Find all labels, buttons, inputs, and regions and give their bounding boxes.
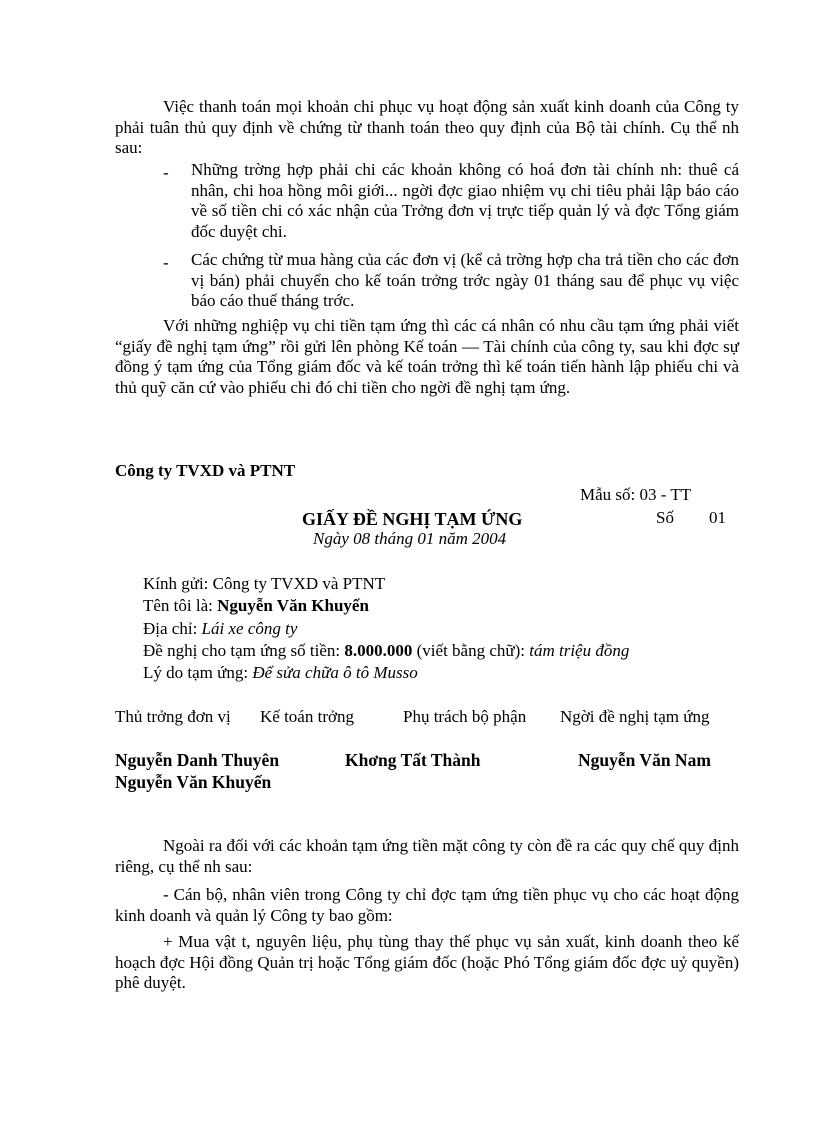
outro-paragraph-1: Ngoài ra đối với các khoản tạm ứng tiền mặt công ty còn đề ra các quy chế quy định riêng, cụ thể nh sau:	[115, 836, 739, 876]
signature-name-chief-accountant: Khơng Tất Thành	[345, 750, 481, 770]
field-address	[143, 619, 297, 639]
outro-paragraph-3: + Mua vật t, nguyên liệu, phụ tùng thay thế phục vụ sản xuất, kinh doanh theo kế hoạch đợc Hội đồng Quản trị hoặc Tổng giám đốc (hoặc Phó Tổng giám đốc đợc uỷ quyền) phê duyệt.	[115, 932, 739, 992]
company-name: Công ty TVXD và PTNT	[115, 461, 296, 480]
field-address-label: Địa chỉ:	[143, 619, 202, 638]
field-to-label: Kính gửi:	[143, 574, 213, 593]
intro-bullet-1: Những trờng hợp phải chi các khoản không có hoá đơn tài chính nh: thuê cá nhân, chi hoa hồng môi giới... ngời đợc giao nhiệm vụ chi tiêu phải lập báo cáo về số tiền chi có xác nhận của Trởng đơn vị trực tiếp quản lý và đợc Tổng giám đốc duyệt chi.	[191, 160, 739, 241]
signature-role-requester: Ngời đề nghị tạm ứng	[560, 707, 710, 726]
field-reason-label: Lý do tạm ứng:	[143, 663, 253, 682]
field-amount-label: Đề nghị cho tạm ứng số tiền:	[143, 641, 345, 660]
form-number: 01	[709, 508, 726, 527]
field-amount-words-label: (viết bằng chữ):	[412, 641, 530, 660]
field-reason-value: Để sửa chữa ô tô Musso	[252, 663, 418, 682]
field-name	[143, 596, 369, 616]
signature-role-director: Thủ trởng đơn vị	[115, 707, 231, 726]
signature-role-department-head: Phụ trách bộ phận	[403, 707, 527, 726]
field-amount-words-value: tám triệu đồng	[529, 641, 630, 660]
field-address-value: Lái xe công ty	[201, 619, 298, 638]
signature-role-chief-accountant: Kế toán trởng	[260, 707, 354, 726]
signature-name-department-head: Nguyễn Văn Nam	[578, 750, 711, 770]
form-number-label: Số	[656, 508, 674, 527]
form-title: GIẤY ĐỀ NGHỊ TẠM ỨNG	[302, 509, 523, 529]
field-name-label: Tên tôi là:	[143, 596, 218, 615]
outro-paragraph-2: - Cán bộ, nhân viên trong Công ty chỉ đợc tạm ứng tiền phục vụ cho các hoạt động kinh doanh và quản lý Công ty bao gồm:	[115, 885, 739, 925]
field-reason	[143, 663, 418, 683]
field-name-value: Nguyễn Văn Khuyến	[217, 596, 369, 615]
form-date: Ngày 08 tháng 01 năm 2004	[313, 529, 507, 548]
field-amount	[143, 641, 629, 661]
form-code: Mẫu số: 03 - TT	[580, 485, 692, 504]
bullet-marker-1: -	[163, 163, 169, 182]
bullet-marker-2: -	[163, 253, 169, 272]
field-to	[143, 574, 385, 594]
intro-bullet-2: Các chứng từ mua hàng của các đơn vị (kể cả trờng hợp cha trả tiền cho các đơn vị bán) phải chuyển cho kế toán trởng trớc ngày 01 tháng sau để phục vụ việc báo cáo thuế tháng trớc.	[191, 250, 739, 310]
signature-name-requester: Nguyễn Văn Khuyến	[115, 772, 272, 792]
signature-name-director: Nguyễn Danh Thuyên	[115, 750, 280, 770]
intro-paragraph-2: Với những nghiệp vụ chi tiền tạm ứng thì các cá nhân có nhu cầu tạm ứng phải viết “giấy đề nghị tạm ứng” rồi gửi lên phòng Kế toán — Tài chính của công ty, sau khi đợc sự đồng ý tạm ứng của Tổng giám đốc và kế toán trởng thì kế toán tiến hành lập phiếu chi và thủ quỹ căn cứ vào phiếu chi đó chi tiền cho ngời đề nghị tạm ứng.	[115, 316, 739, 397]
intro-paragraph-1: Việc thanh toán mọi khoản chi phục vụ hoạt động sản xuất kinh doanh của Công ty phải tuân thủ quy định về chứng từ thanh toán theo quy định của Bộ tài chính. Cụ thể nh sau:	[115, 97, 739, 157]
field-amount-value: 8.000.000	[344, 641, 413, 660]
field-to-value: Công ty TVXD và PTNT	[212, 574, 386, 593]
